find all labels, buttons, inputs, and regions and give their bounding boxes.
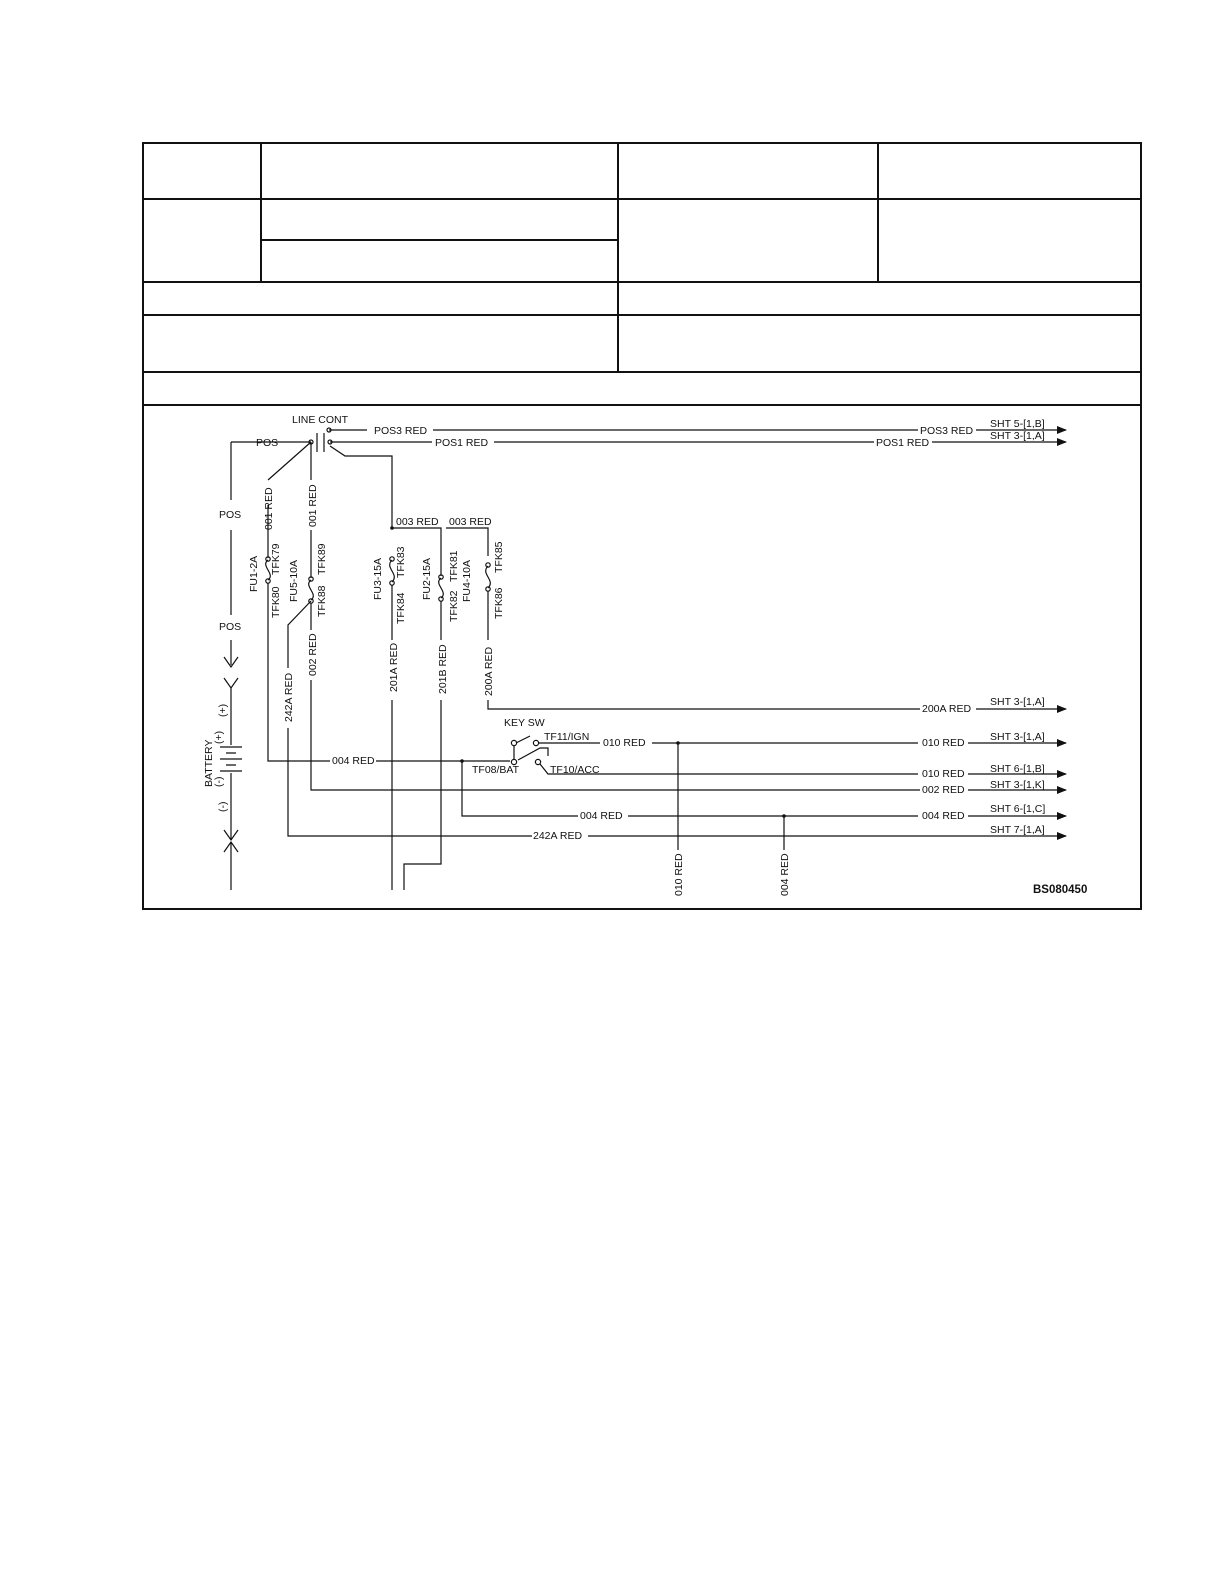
w242a-label: 242A RED <box>283 672 295 722</box>
line-contactor-symbol <box>317 433 324 452</box>
sheet-ref-8: SHT 7-[1,A] <box>990 824 1045 836</box>
line-contactor-label: LINE CONT <box>292 414 349 426</box>
fuse-symbol <box>390 560 395 582</box>
connector-chevron <box>224 678 238 688</box>
key-switch-label: KEY SW <box>504 717 545 729</box>
fu2-label: FU2-15A <box>421 557 433 600</box>
w242a-wire <box>288 601 1066 836</box>
sheet-ref-3: SHT 3-[1,A] <box>990 696 1045 708</box>
fu3-label: FU3-15A <box>372 557 384 600</box>
sheet-ref-7: SHT 6-[1,C] <box>990 803 1046 815</box>
battery-symbol <box>220 747 242 771</box>
w001-b-label: 001 RED <box>307 484 319 527</box>
w010-mid-label: 010 RED <box>603 737 646 749</box>
tf11-label: TF11/IGN <box>544 731 590 743</box>
fu5-label: FU5-10A <box>288 559 300 602</box>
tfk89-label: TFK89 <box>316 543 328 575</box>
sheet-ref-2: SHT 3-[1,A] <box>990 430 1045 442</box>
contactor-feed <box>330 446 392 528</box>
w001-a-label: 001 RED <box>263 487 275 530</box>
tf10-label: TF10/ACC <box>550 764 600 776</box>
fu1-label: FU1-2A <box>248 555 260 592</box>
w010-end-label: 010 RED <box>922 737 965 749</box>
w004-end-label: 004 RED <box>922 810 965 822</box>
pos3-red-label: POS3 RED <box>374 425 428 437</box>
tfk81-label: TFK81 <box>448 550 460 582</box>
sheet-ref-5: SHT 6-[1,B] <box>990 763 1045 775</box>
pos-label: POS <box>256 437 279 449</box>
tfk80-label: TFK80 <box>270 586 282 618</box>
sheet-ref-4: SHT 3-[1,A] <box>990 731 1045 743</box>
w004-vertical-label: 004 RED <box>779 853 791 896</box>
w201a-label: 201A RED <box>388 642 400 692</box>
w201b-wire <box>404 601 441 890</box>
tfk82-label: TFK82 <box>448 590 460 622</box>
key-switch-symbol <box>514 736 548 760</box>
tfk88-label: TFK88 <box>316 585 328 617</box>
fu4-label: FU4-10A <box>461 559 473 602</box>
tfk86-label: TFK86 <box>493 587 505 619</box>
w010-vertical-label: 010 RED <box>673 853 685 896</box>
w004-left-label: 004 RED <box>332 755 375 767</box>
pos1-red-end-label: POS1 RED <box>876 437 930 449</box>
figure-code: BS080450 <box>1033 884 1088 896</box>
battery-minus-outer: (-) <box>217 801 229 812</box>
pos1-red-label: POS1 RED <box>435 437 489 449</box>
w010-acc-end-label: 010 RED <box>922 768 965 780</box>
sheet-ref-6: SHT 3-[1,K] <box>990 779 1045 791</box>
w004-branch <box>462 761 918 816</box>
tfk79-label: TFK79 <box>270 543 282 575</box>
w003-b-label: 003 RED <box>449 516 492 528</box>
tfk85-label: TFK85 <box>493 541 505 573</box>
battery-label: BATTERY <box>203 739 215 787</box>
w242a-bottom-label: 242A RED <box>533 830 583 842</box>
tf08-label: TF08/BAT <box>472 764 520 776</box>
battery-pos-upper-label: POS <box>219 509 242 521</box>
w002-label: 002 RED <box>307 633 319 676</box>
w004-mid-label: 004 RED <box>580 810 623 822</box>
fuse-symbol <box>486 566 491 588</box>
fuse-symbol <box>439 578 444 598</box>
w003-a-label: 003 RED <box>396 516 439 528</box>
battery-plus-outer: (+) <box>217 703 229 717</box>
battery-minus-inner: (-) <box>213 776 225 787</box>
fuse-symbol <box>309 580 314 600</box>
tfk84-label: TFK84 <box>395 592 407 624</box>
w200a-end-label: 200A RED <box>922 703 972 715</box>
battery-plus-inner: (+) <box>213 730 225 744</box>
sheet-ref-1: SHT 5-[1,B] <box>990 418 1045 430</box>
battery-pos-lower-label: POS <box>219 621 242 633</box>
tfk83-label: TFK83 <box>395 546 407 578</box>
w200a-wire <box>488 591 1066 709</box>
pos3-red-end-label: POS3 RED <box>920 425 974 437</box>
w002-wire <box>311 603 1066 790</box>
w201b-label: 201B RED <box>437 644 449 694</box>
w200a-label: 200A RED <box>483 646 495 696</box>
w002-end-label: 002 RED <box>922 784 965 796</box>
